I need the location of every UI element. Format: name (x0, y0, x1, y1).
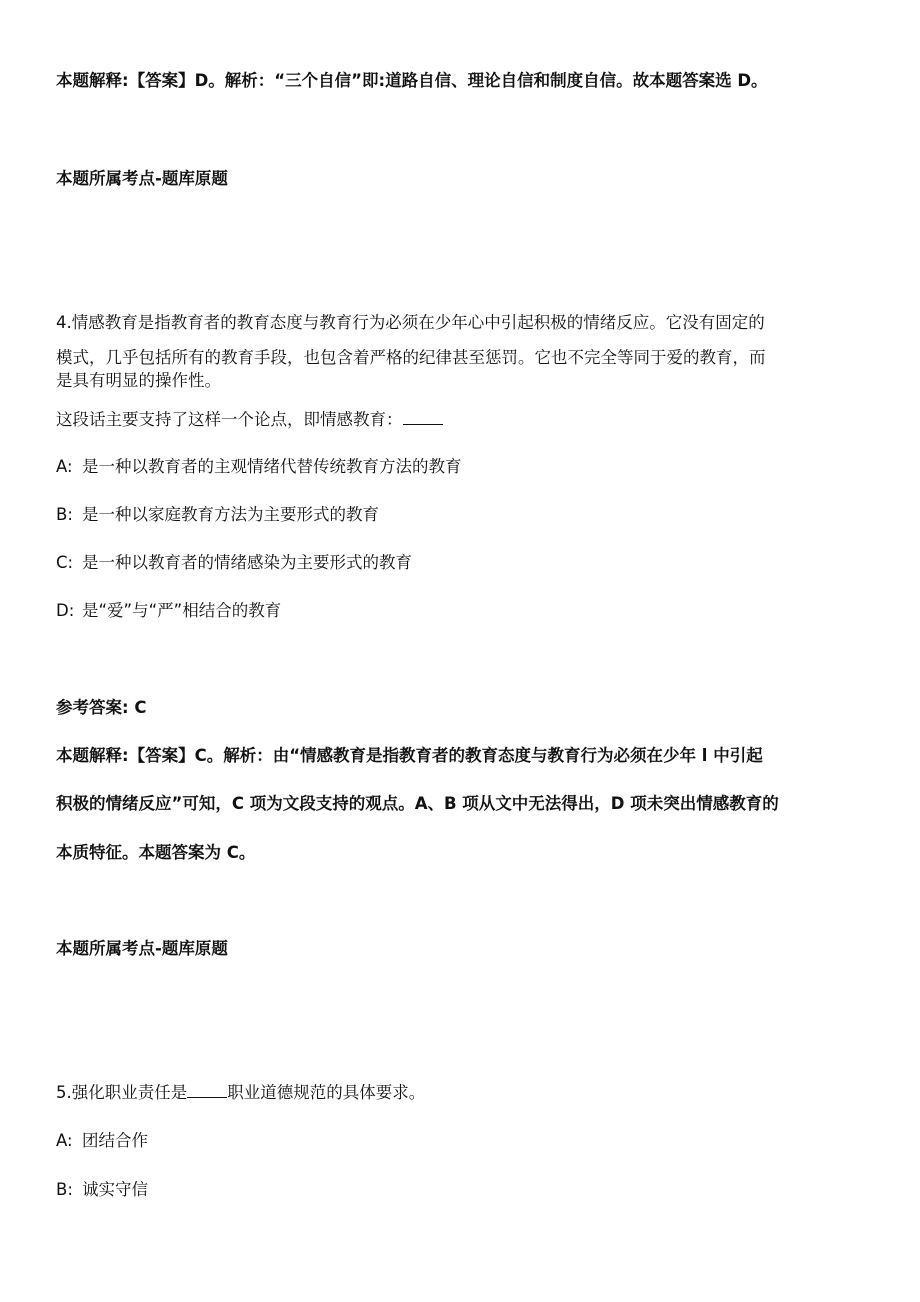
option-text: 团结合作 (82, 1131, 148, 1150)
option-letter: A: (56, 1131, 73, 1150)
q4-answer: 参考答案: C (56, 698, 147, 717)
option-letter: A: (56, 457, 73, 476)
answer-blank (403, 410, 443, 425)
q4-option-a (56, 456, 462, 478)
q4-option-c (56, 552, 412, 574)
option-text: 是一种以教育者的情绪感染为主要形式的教育 (82, 553, 412, 572)
option-text: 诚实守信 (82, 1180, 148, 1199)
q4-stem-line3: 是具有明显的操作性。 (56, 371, 221, 390)
q4-stem-line2: 模式，几乎包括所有的教育手段，也包含着严格的纪律甚至惩罚。它也不完全等同于爱的教育，而 (56, 348, 766, 367)
q4-prompt-text: 这段话主要支持了这样一个论点，即情感教育： (56, 410, 403, 429)
q4-option-b (56, 504, 379, 526)
option-text: 是一种以家庭教育方法为主要形式的教育 (82, 505, 379, 524)
option-letter: C: (56, 553, 74, 572)
q5-stem-before: 5.强化职业责任是 (56, 1083, 188, 1102)
q5-stem (56, 1082, 425, 1104)
q4-explanation-line3: 本质特征。本题答案为 C。 (56, 843, 256, 862)
q5-option-b (56, 1179, 148, 1201)
q4-option-d (56, 600, 281, 622)
q4-source: 本题所属考点-题库原题 (56, 939, 228, 958)
answer-blank (187, 1083, 227, 1098)
option-text: 是一种以教育者的主观情绪代替传统教育方法的教育 (82, 457, 462, 476)
q5-option-a (56, 1130, 148, 1152)
q5-stem-after: 职业道德规范的具体要求。 (227, 1083, 426, 1102)
q4-explanation-line2: 积极的情绪反应”可知，C 项为文段支持的观点。A、B 项从文中无法得出，D 项未突出情感教育的 (56, 794, 779, 813)
q4-prompt (56, 409, 443, 431)
q4-stem-line1: 4.情感教育是指教育者的教育态度与教育行为必须在少年心中引起积极的情绪反应。它没有固定的 (56, 313, 765, 332)
q3-source: 本题所属考点-题库原题 (56, 169, 228, 188)
option-letter: B: (56, 1180, 73, 1199)
option-text: 是“爱”与“严”相结合的教育 (82, 601, 282, 620)
option-letter: D: (56, 601, 75, 620)
option-letter: B: (56, 505, 73, 524)
q3-explanation: 本题解释:【答案】D。解析：“三个自信”即:道路自信、理论自信和制度自信。故本题答案选 D。 (56, 71, 768, 90)
q4-explanation-line1: 本题解释:【答案】C。解析：由“情感教育是指教育者的教育态度与教育行为必须在少年 l 中引起 (56, 746, 763, 765)
